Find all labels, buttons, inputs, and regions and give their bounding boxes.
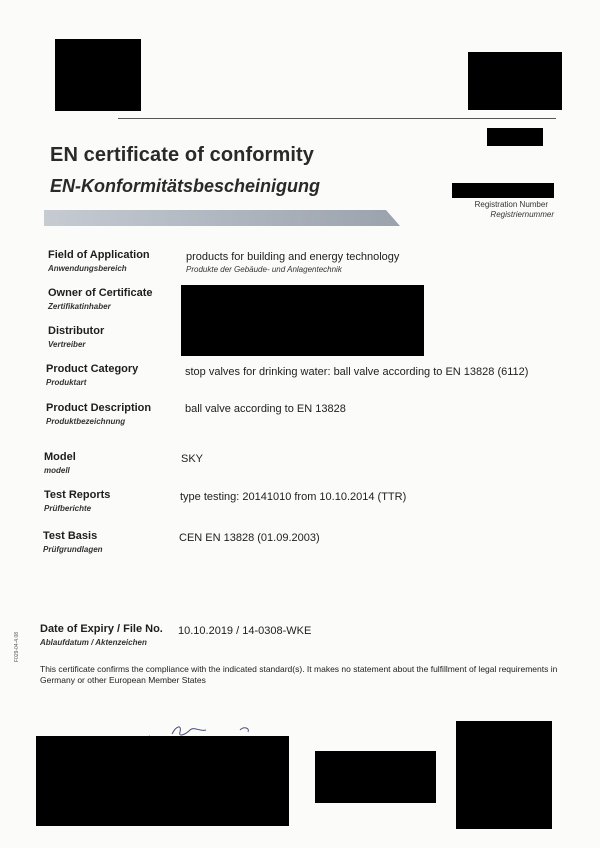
field-of-application-value: products for building and energy technology (186, 251, 400, 263)
test-basis-label: Test Basis (43, 530, 98, 542)
redacted-signature-block (36, 736, 289, 826)
redacted-logo-right (468, 52, 562, 110)
field-of-application-label-german: Anwendungsbereich (48, 264, 127, 273)
model-label-german: modell (44, 466, 70, 475)
redacted-box-top (487, 128, 543, 146)
product-category-label-german: Produktart (46, 378, 87, 387)
disclaimer-text: This certificate confirms the compliance with the indicated standard(s). It makes no statement about the fulfillment of legal requirements in Germany or other European Member States (40, 664, 558, 685)
redacted-seal (456, 721, 552, 829)
test-basis-value: CEN EN 13828 (01.09.2003) (179, 532, 320, 544)
redacted-registration-number (452, 183, 554, 198)
owner-label: Owner of Certificate (48, 287, 153, 299)
model-label: Model (44, 451, 76, 463)
test-reports-value: type testing: 20141010 from 10.10.2014 (TTR) (180, 491, 407, 503)
test-basis-label-german: Prüfgrundlagen (43, 545, 103, 554)
product-description-label-german: Produktbezeichnung (46, 417, 126, 426)
expiry-value: 10.10.2019 / 14-0308-WKE (178, 625, 312, 637)
product-description-value: ball valve according to EN 13828 (185, 403, 346, 415)
form-code: F029-04-4.08 (14, 631, 20, 662)
product-category-label: Product Category (46, 363, 139, 375)
document-title-german: EN-Konformitätsbescheinigung (50, 176, 321, 196)
test-reports-label: Test Reports (44, 489, 111, 501)
test-reports-label-german: Prüfberichte (44, 504, 92, 513)
redacted-logo-left (55, 39, 141, 111)
expiry-label-german: Ablaufdatum / Aktenzeichen (40, 638, 147, 647)
registration-number-label-german: Registriernummer (490, 210, 554, 219)
model-value: SKY (181, 453, 204, 465)
owner-label-german: Zertifikatinhaber (48, 302, 111, 311)
product-category-value: stop valves for drinking water: ball valve according to EN 13828 (6112) (185, 366, 529, 378)
redacted-signature-middle (315, 751, 436, 803)
product-description-label: Product Description (46, 402, 152, 414)
document-title: EN certificate of conformity (50, 144, 314, 166)
decorative-gradient-bar (44, 210, 400, 226)
registration-number-label: Registration Number (474, 200, 548, 209)
field-of-application-label: Field of Application (48, 249, 150, 261)
distributor-label-german: Vertreiber (48, 340, 86, 349)
expiry-label: Date of Expiry / File No. (40, 623, 163, 635)
distributor-label: Distributor (48, 325, 105, 337)
header-rule (118, 118, 556, 119)
field-of-application-value-german: Produkte der Gebäude- und Anlagentechnik (186, 265, 342, 274)
redacted-owner-distributor (181, 285, 424, 356)
